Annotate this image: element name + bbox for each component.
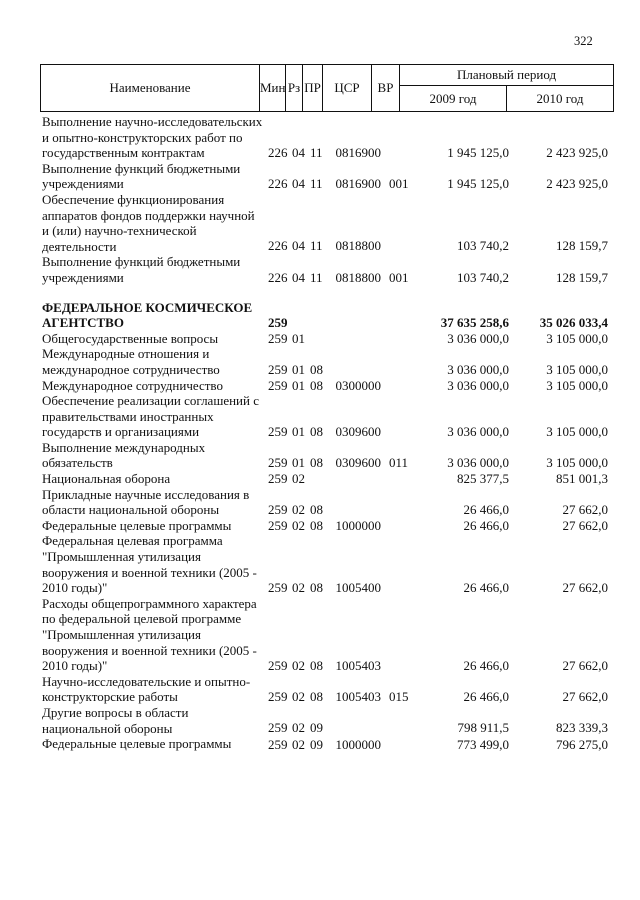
row-rz: 01 [292, 377, 305, 393]
header-plan-period: Плановый период [400, 65, 614, 86]
row-v2010: 3 105 000,0 [546, 377, 608, 393]
table-row [0, 533, 640, 595]
table-row [0, 192, 640, 254]
row-rz: 04 [292, 145, 305, 161]
row-pr: 08 [310, 518, 323, 534]
row-v2009: 103 740,2 [457, 269, 509, 285]
header-year-2009: 2009 год [400, 86, 507, 112]
row-min: 259 [268, 658, 288, 674]
row-min: 259 [268, 736, 288, 752]
row-vr: 001 [389, 269, 409, 285]
table-row [0, 161, 640, 192]
row-csr: 0300000 [335, 377, 381, 393]
header-vr: ВР [372, 65, 400, 112]
row-min: 226 [268, 269, 288, 285]
table-row [0, 393, 640, 440]
row-v2009: 3 036 000,0 [447, 361, 509, 377]
row-v2009: 26 466,0 [463, 502, 509, 518]
row-name: Обеспечение реализации соглашений с правительствами иностранных государств и организациями [42, 393, 259, 440]
table-row [0, 736, 640, 752]
row-v2010: 27 662,0 [562, 658, 608, 674]
row-name: Выполнение функций бюджетными учреждениями [42, 254, 241, 285]
row-name: Выполнение научно-исследовательских и опытно-конструкторских работ по государственным контрактам [42, 114, 263, 161]
table-body [0, 114, 640, 752]
row-name: Национальная оборона [42, 471, 171, 487]
table-row [0, 300, 640, 331]
page-number: 322 [574, 34, 593, 48]
row-name: Международные отношения и международное сотрудничество [42, 346, 220, 377]
table-row [0, 518, 640, 534]
row-name: Прикладные научные исследования в области национальной обороны [42, 486, 250, 518]
row-min: 259 [268, 579, 288, 595]
row-name: Другие вопросы в области национальной обороны [42, 704, 189, 736]
row-pr: 08 [310, 361, 323, 377]
row-name: Международное сотрудничество [42, 377, 223, 393]
row-name: Выполнение международных обязательств [42, 439, 206, 471]
row-csr: 0818800 [335, 238, 381, 254]
row-pr: 08 [310, 455, 323, 471]
row-rz: 04 [292, 176, 305, 192]
row-csr: 0816900 [335, 176, 381, 192]
row-name: Федеральная целевая программа "Промышленная утилизация вооружения и военной техники (2005 - 2010 годы)" [42, 533, 257, 596]
row-v2010: 27 662,0 [562, 579, 608, 595]
row-min: 259 [268, 361, 288, 377]
row-rz: 02 [292, 689, 305, 705]
row-v2009: 798 911,5 [457, 720, 509, 736]
row-pr: 08 [310, 377, 323, 393]
row-pr: 11 [310, 238, 323, 254]
row-v2010: 3 105 000,0 [546, 331, 608, 347]
row-v2010: 851 001,3 [556, 471, 608, 487]
row-name: ФЕДЕРАЛЬНОЕ КОСМИЧЕСКОЕ АГЕНТСТВО [42, 299, 253, 331]
row-min: 259 [268, 314, 288, 330]
row-v2009: 3 036 000,0 [447, 377, 509, 393]
table-header [40, 64, 614, 112]
header-pr: ПР [303, 65, 323, 112]
row-min: 259 [268, 518, 288, 534]
header-min: Мин [260, 65, 286, 112]
row-min: 226 [268, 145, 288, 161]
row-rz: 01 [292, 361, 305, 377]
row-v2010: 27 662,0 [562, 502, 608, 518]
table-row [0, 378, 640, 394]
row-min: 259 [268, 424, 288, 440]
row-pr: 11 [310, 145, 323, 161]
table-row [0, 440, 640, 471]
row-min: 259 [268, 331, 288, 347]
row-rz: 02 [292, 579, 305, 595]
row-min: 259 [268, 455, 288, 471]
row-v2009: 3 036 000,0 [447, 455, 509, 471]
header-year-2010: 2010 год [507, 86, 614, 112]
table-row [0, 346, 640, 377]
row-csr: 0309600 [335, 455, 381, 471]
row-name: Федеральные целевые программы [42, 736, 232, 752]
row-csr: 1000000 [335, 518, 381, 534]
row-pr: 08 [310, 579, 323, 595]
table-row [0, 114, 640, 161]
row-v2010: 3 105 000,0 [546, 361, 608, 377]
row-rz: 04 [292, 269, 305, 285]
row-min: 259 [268, 720, 288, 736]
row-rz: 02 [292, 658, 305, 674]
row-csr: 1005400 [335, 579, 381, 595]
row-v2010: 823 339,3 [556, 720, 608, 736]
row-pr: 08 [310, 424, 323, 440]
row-pr: 09 [310, 736, 323, 752]
row-rz: 01 [292, 455, 305, 471]
table-row [0, 674, 640, 705]
table-row [0, 487, 640, 518]
row-v2010: 3 105 000,0 [546, 455, 608, 471]
row-name: Общегосударственные вопросы [42, 330, 219, 346]
row-vr: 011 [389, 455, 409, 471]
row-v2010: 128 159,7 [556, 269, 608, 285]
row-pr: 08 [310, 689, 323, 705]
row-csr: 1005403 [335, 658, 381, 674]
table-row [0, 471, 640, 487]
row-v2009: 103 740,2 [457, 238, 509, 254]
row-min: 259 [268, 502, 288, 518]
row-vr: 015 [389, 689, 409, 705]
row-rz: 04 [292, 238, 305, 254]
row-min: 226 [268, 176, 288, 192]
row-v2009: 1 945 125,0 [447, 176, 509, 192]
table-row [0, 705, 640, 736]
row-min: 259 [268, 471, 288, 487]
row-csr: 1000000 [335, 736, 381, 752]
row-pr: 08 [310, 502, 323, 518]
row-rz: 02 [292, 518, 305, 534]
row-pr: 11 [310, 269, 323, 285]
row-pr: 11 [310, 176, 323, 192]
row-min: 259 [268, 689, 288, 705]
row-csr: 0816900 [335, 145, 381, 161]
row-v2010: 796 275,0 [556, 736, 608, 752]
table-row [0, 331, 640, 347]
row-v2009: 37 635 258,6 [440, 314, 509, 330]
row-name: Федеральные целевые программы [42, 517, 232, 533]
row-min: 259 [268, 377, 288, 393]
row-rz: 01 [292, 424, 305, 440]
row-name: Обеспечение функционирования аппаратов фондов поддержки научной и (или) научно-технической деятельности [42, 191, 255, 254]
header-name: Наименование [41, 65, 260, 112]
row-v2009: 26 466,0 [463, 658, 509, 674]
row-name: Выполнение функций бюджетными учреждениями [42, 160, 241, 192]
row-vr: 001 [389, 176, 409, 192]
header-rz: Рз [286, 65, 303, 112]
row-name: Научно-исследовательские и опытно-конструкторские работы [42, 673, 251, 705]
row-v2010: 35 026 033,4 [539, 314, 608, 330]
row-v2009: 26 466,0 [463, 579, 509, 595]
row-v2010: 2 423 925,0 [546, 176, 608, 192]
row-csr: 0818800 [335, 269, 381, 285]
row-v2009: 1 945 125,0 [447, 145, 509, 161]
row-v2009: 26 466,0 [463, 518, 509, 534]
row-rz: 01 [292, 331, 305, 347]
header-csr: ЦСР [323, 65, 372, 112]
row-name: Расходы общепрограммного характера по федеральной целевой программе "Промышленная утилизация вооружения и военной техники (2005 - 2010 годы)" [42, 595, 257, 674]
row-v2009: 3 036 000,0 [447, 331, 509, 347]
row-csr: 0309600 [335, 424, 381, 440]
row-rz: 02 [292, 502, 305, 518]
row-pr: 09 [310, 720, 323, 736]
row-v2010: 27 662,0 [562, 518, 608, 534]
row-rz: 02 [292, 471, 305, 487]
row-v2010: 128 159,7 [556, 238, 608, 254]
row-v2010: 27 662,0 [562, 689, 608, 705]
row-v2009: 26 466,0 [463, 689, 509, 705]
table-row [0, 254, 640, 285]
row-v2009: 773 499,0 [457, 736, 509, 752]
row-csr: 1005403 [335, 689, 381, 705]
row-v2010: 3 105 000,0 [546, 424, 608, 440]
row-v2009: 3 036 000,0 [447, 424, 509, 440]
row-min: 226 [268, 238, 288, 254]
row-v2009: 825 377,5 [457, 471, 509, 487]
row-pr: 08 [310, 658, 323, 674]
row-v2010: 2 423 925,0 [546, 145, 608, 161]
table-row [0, 596, 640, 674]
row-rz: 02 [292, 736, 305, 752]
row-rz: 02 [292, 720, 305, 736]
